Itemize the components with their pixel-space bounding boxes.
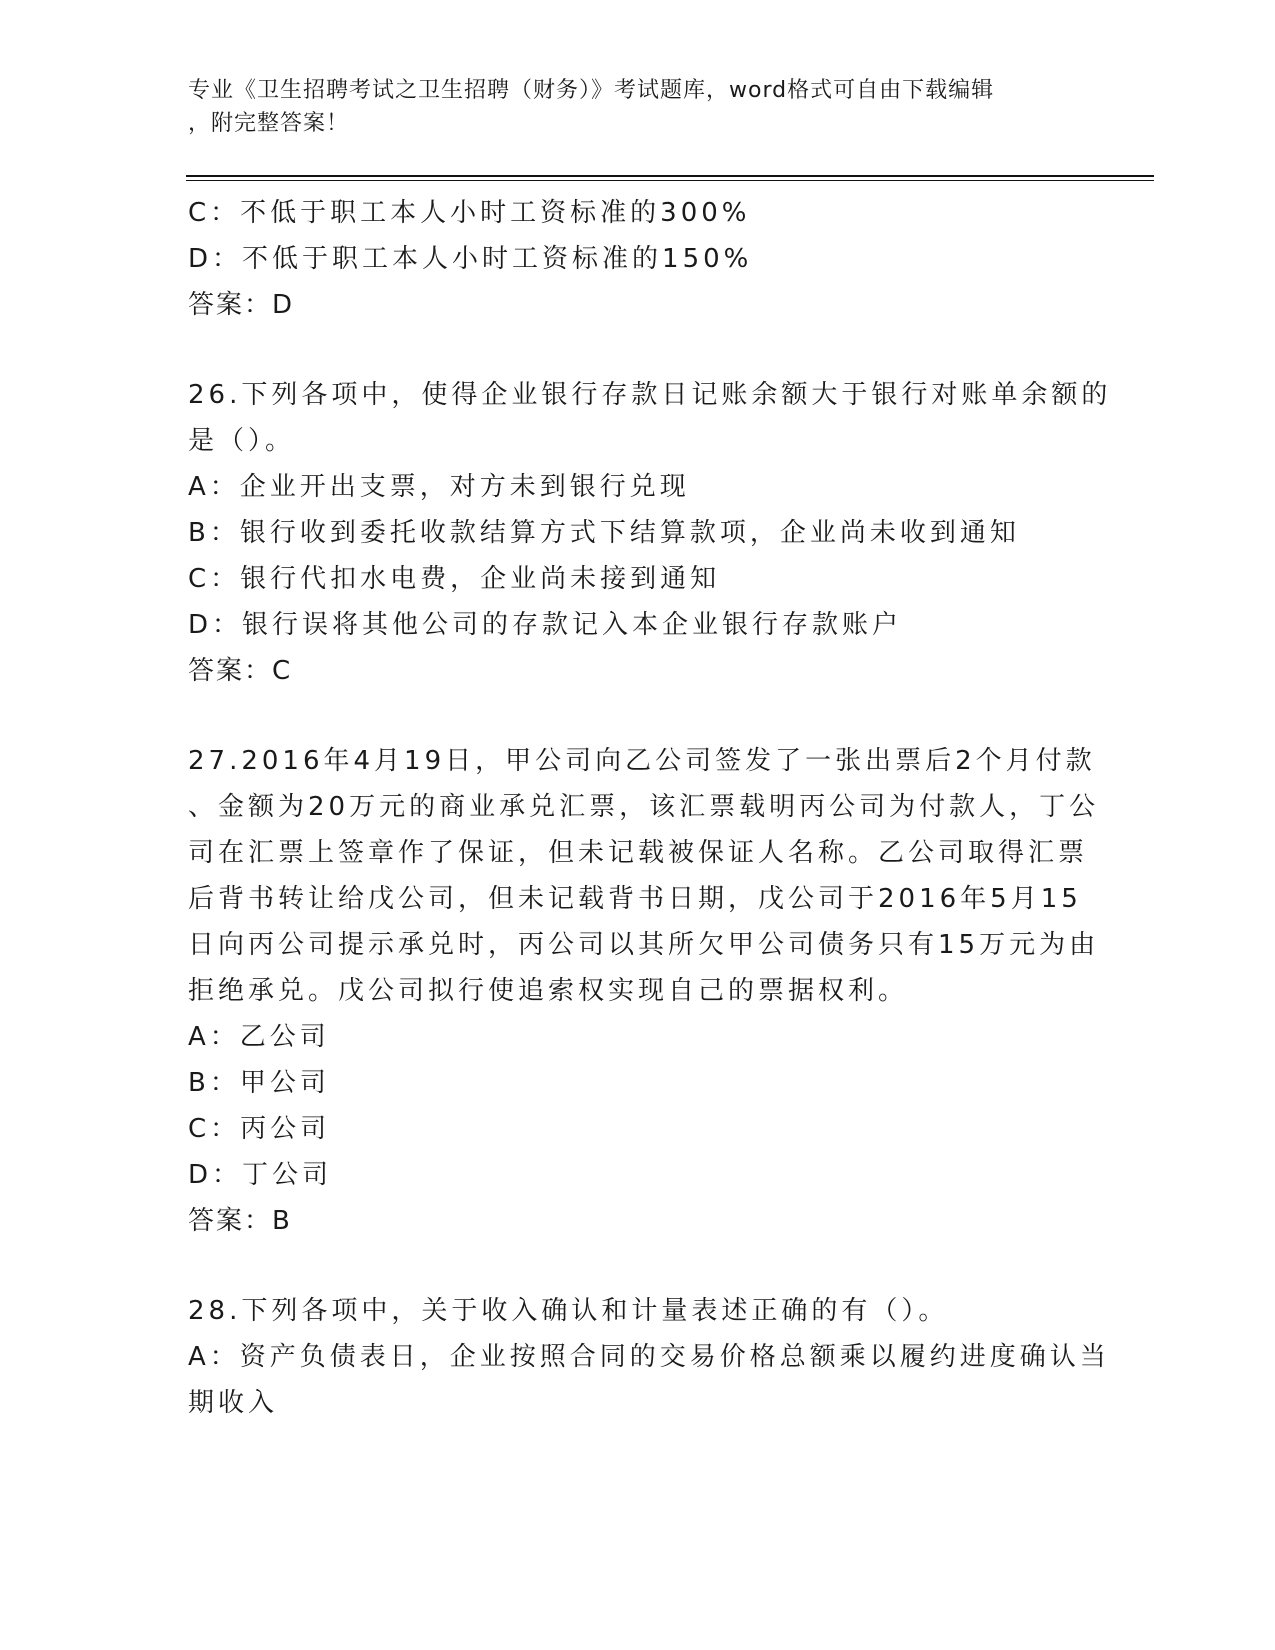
header-line-2: ，附完整答案！ — [188, 111, 350, 136]
answer-label: 答案：C — [188, 656, 293, 686]
question-26 — [188, 372, 1112, 694]
document-header-note — [188, 74, 1068, 140]
question-stem: 是（）。 — [188, 426, 296, 456]
question-25-tail — [188, 190, 1088, 328]
option-a: A：乙公司 — [188, 1022, 330, 1052]
question-stem: 28.下列各项中，关于收入确认和计量表述正确的有（）。 — [188, 1296, 949, 1326]
header-divider-thin — [186, 180, 1154, 181]
question-27 — [188, 738, 1100, 1244]
spacer — [188, 1244, 1088, 1288]
option-b: B：银行收到委托收款结算方式下结算款项，企业尚未收到通知 — [188, 518, 1020, 548]
question-stem: 司在汇票上签章作了保证，但未记载被保证人名称。乙公司取得汇票 — [188, 838, 1089, 868]
header-line-1: 专业《卫生招聘考试之卫生招聘（财务）》考试题库，word格式可自由下载编辑 — [188, 78, 995, 103]
question-stem: 26.下列各项中，使得企业银行存款日记账余额大于银行对账单余额的 — [188, 380, 1112, 410]
question-stem: 拒绝承兑。戊公司拟行使追索权实现自己的票据权利。 — [188, 976, 909, 1006]
option-a: A：企业开出支票，对方未到银行兑现 — [188, 472, 690, 502]
question-content — [188, 190, 1112, 1426]
option-c: C：银行代扣水电费，企业尚未接到通知 — [188, 564, 721, 594]
option-c: C：丙公司 — [188, 1114, 331, 1144]
option-c: C：不低于职工本人小时工资标准的300% — [188, 198, 751, 228]
spacer — [188, 694, 1088, 738]
option-d: D：不低于职工本人小时工资标准的150% — [188, 244, 753, 274]
question-stem: 后背书转让给戊公司，但未记载背书日期，戊公司于2016年5月15 — [188, 884, 1082, 914]
option-b: B：甲公司 — [188, 1068, 330, 1098]
question-28 — [188, 1288, 1110, 1426]
answer-label: 答案：B — [188, 1206, 292, 1236]
header-divider-thick — [186, 175, 1154, 177]
option-a: A：资产负债表日，企业按照合同的交易价格总额乘以履约进度确认当 — [188, 1342, 1110, 1372]
option-a-continued: 期收入 — [188, 1388, 279, 1418]
question-stem: 27.2016年4月19日，甲公司向乙公司签发了一张出票后2个月付款 — [188, 746, 1096, 776]
question-stem: 、金额为20万元的商业承兑汇票，该汇票载明丙公司为付款人，丁公 — [188, 792, 1100, 822]
question-stem: 日向丙公司提示承兑时，丙公司以其所欠甲公司债务只有15万元为由 — [188, 930, 1100, 960]
option-d: D：银行误将其他公司的存款记入本企业银行存款账户 — [188, 610, 903, 640]
spacer — [188, 328, 1088, 372]
option-d: D：丁公司 — [188, 1160, 333, 1190]
answer-label: 答案：D — [188, 290, 295, 320]
